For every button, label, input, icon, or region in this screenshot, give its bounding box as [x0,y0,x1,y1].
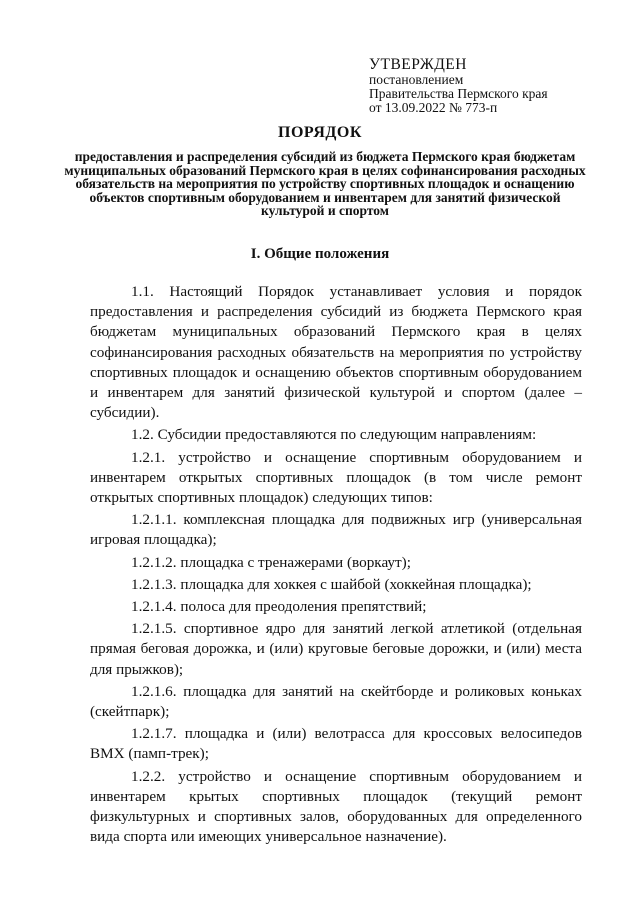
approval-title: УТВЕРЖДЕН [369,56,467,73]
approval-line-1: постановлением [369,72,464,87]
paragraph-1-2-1-4: 1.2.1.4. полоса для преодоления препятствий; [131,598,427,616]
paragraph-1-2-1: 1.2.1. устройство и оснащение спортивным оборудованием и инвентарем открытых спортивных площадок (в том числе ремонт открытых спортивных площадок) следующих типов: [90,448,582,507]
paragraph-1-1: 1.1. Настоящий Порядок устанавливает условия и порядок предоставления и распределения субсидий из бюджета Пермского края бюджетам муниципальных образований Пермского края в целях софинансирования расходных обязательств на мероприятия по устройству спортивных площадок и оснащению объектов спортивным оборудованием и инвентарем для занятий физической культурой и спортом (далее – субсидии). [90,283,582,422]
paragraph-1-2-1-7: 1.2.1.7. площадка и (или) велотрасса для кроссовых велосипедов BMX (памп-трек); [90,725,582,763]
paragraph-1-2-2: 1.2.2. устройство и оснащение спортивным оборудованием и инвентарем крытых спортивных площадок (текущий ремонт физкультурных и спортивных залов, оборудованных для определенного вида спорта или имеющих универсальное назначение). [90,767,582,846]
paragraph-1-2-1-1: 1.2.1.1. комплексная площадка для подвижных игр (универсальная игровая площадка); [90,511,582,549]
paragraph-1-2-1-5: 1.2.1.5. спортивное ядро для занятий легкой атлетикой (отдельная прямая беговая дорожка, и (или) круговые беговые дорожки, и (или) места для прыжков); [90,620,582,678]
paragraph-1-2: 1.2. Субсидии предоставляются по следующим направлениям: [131,426,537,444]
document-body [90,282,582,849]
paragraph-1-2-1-3: 1.2.1.3. площадка для хоккея с шайбой (хоккейная площадка); [131,575,532,593]
document-subtitle: предоставления и распределения субсидий из бюджета Пермского края бюджетам муниципальных образований Пермского края в целях софинансирования расходных обязательств на мероприятия по устройству спортивных площадок и оснащению объектов спортивным оборудованием и инвентарем для занятий физической культурой и спортом [64,149,586,218]
section-title: I. Общие положения [250,246,390,262]
document-title: ПОРЯДОК [278,124,362,141]
approval-line-2: Правительства Пермского края [369,86,548,101]
approval-line-3: от 13.09.2022 № 773-п [369,100,498,115]
paragraph-1-2-1-6: 1.2.1.6. площадка для занятий на скейтборде и роликовых коньках (скейтпарк); [90,682,582,721]
paragraph-1-2-1-2: 1.2.1.2. площадка с тренажерами (воркаут); [131,553,411,571]
approval-block [369,56,619,115]
